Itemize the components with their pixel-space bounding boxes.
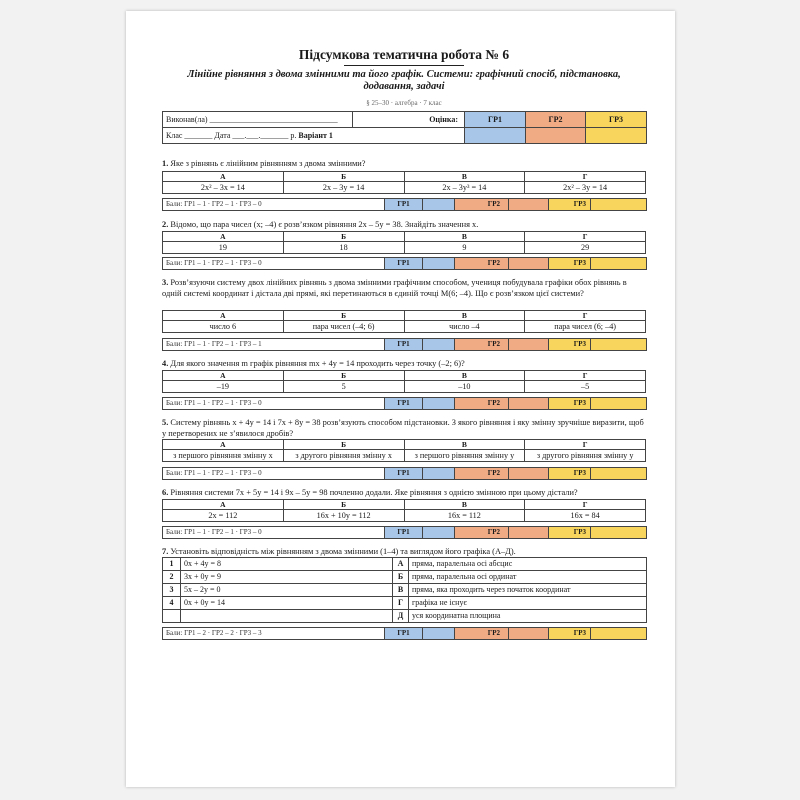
question-number: 5. [162,418,169,427]
score-group-3[interactable]: ГР3 [549,628,591,640]
score-text: Бали: ГР1 – 1 · ГР2 – 1 · ГР3 – 0 [163,468,385,480]
question-prompt: Відомо, що пара чисел (x; –4) є розв’язком рівняння 2x – 5y = 38. Знайдіть значення x. [170,220,479,229]
match-right-description[interactable]: пряма, паралельна осі ординат [409,571,647,584]
option-letter: Б [283,500,404,510]
score-group-2[interactable]: ГР2 [455,258,509,270]
header-group-2-cell[interactable] [526,128,586,144]
option-answer[interactable]: –5 [525,381,646,393]
score-group-1[interactable]: ГР1 [385,258,423,270]
header-group-2: ГР2 [526,112,586,128]
option-answer[interactable]: –19 [163,381,284,393]
score-group-3-cell[interactable] [591,339,647,351]
option-letter: Б [283,440,404,450]
option-letter: Г [525,232,646,242]
option-letter: Г [525,440,646,450]
options-table-1 [162,171,646,194]
option-answer[interactable]: число –4 [404,321,525,333]
option-answer[interactable]: 2x² – 3x = 14 [163,182,284,194]
score-table-4 [162,397,647,410]
question-7-text [162,546,646,557]
question-prompt: Яке з рівнянь є лінійним рівнянням з двома змінними? [170,159,366,168]
option-letter: В [404,232,525,242]
score-text: Бали: ГР1 – 1 · ГР2 – 1 · ГР3 – 1 [163,339,385,351]
match-right-letter: А [393,558,409,571]
score-group-1-cell[interactable] [423,398,455,410]
option-answer[interactable]: пара чисел (6; –4) [525,321,646,333]
question-2-text [162,219,646,230]
score-group-2-cell[interactable] [509,258,549,270]
match-left-number: 3 [163,584,181,597]
option-answer[interactable]: 2x – 3y = 14 [283,182,404,194]
option-answer[interactable]: 16x + 10y = 112 [283,510,404,522]
options-table-3 [162,310,646,333]
score-group-1-cell[interactable] [423,628,455,640]
match-left-equation[interactable] [181,610,393,623]
score-group-1[interactable]: ГР1 [385,628,423,640]
question-6-text [162,487,646,498]
score-group-2-cell[interactable] [509,527,549,539]
worksheet-page [126,11,675,787]
score-group-3-cell[interactable] [591,527,647,539]
class-date-row[interactable] [163,128,465,144]
option-answer[interactable]: пара чисел (–4; 6) [283,321,404,333]
match-left-equation[interactable]: 0x + 4y = 8 [181,558,393,571]
score-group-3-cell[interactable] [591,468,647,480]
score-group-1[interactable]: ГР1 [385,468,423,480]
score-group-3[interactable]: ГР3 [549,527,591,539]
score-group-3[interactable]: ГР3 [549,398,591,410]
option-answer[interactable]: 29 [525,242,646,254]
score-group-2-cell[interactable] [509,628,549,640]
score-group-3-cell[interactable] [591,628,647,640]
option-answer[interactable]: з другого рівняння змінну x [283,450,404,462]
option-answer[interactable]: 2x = 112 [163,510,284,522]
match-right-letter: Б [393,571,409,584]
match-left-number: 4 [163,597,181,610]
option-letter: А [163,311,284,321]
match-left-equation[interactable]: 0x + 0y = 14 [181,597,393,610]
score-text: Бали: ГР1 – 1 · ГР2 – 1 · ГР3 – 0 [163,258,385,270]
match-left-equation[interactable]: 3x + 0y = 9 [181,571,393,584]
question-number: 2. [162,220,169,229]
score-group-3[interactable]: ГР3 [549,199,591,211]
option-answer[interactable]: 16x = 112 [404,510,525,522]
match-right-description[interactable]: пряма, паралельна осі абсцис [409,558,647,571]
match-right-description[interactable]: пряма, яка проходить через початок координат [409,584,647,597]
option-answer[interactable]: 5 [283,381,404,393]
score-group-2[interactable]: ГР2 [455,339,509,351]
question-4-text [162,358,646,369]
option-letter: В [404,311,525,321]
option-letter: В [404,371,525,381]
score-group-2[interactable]: ГР2 [455,468,509,480]
score-group-1-cell[interactable] [423,527,455,539]
title-underline [344,65,464,66]
option-letter: А [163,440,284,450]
option-letter: Б [283,311,404,321]
question-number: 4. [162,359,169,368]
option-answer[interactable]: число 6 [163,321,284,333]
matching-table [162,557,647,623]
match-right-letter: Г [393,597,409,610]
score-table-7 [162,627,647,640]
score-text: Бали: ГР1 – 1 · ГР2 – 1 · ГР3 – 0 [163,199,385,211]
score-group-1-cell[interactable] [423,468,455,480]
match-left-equation[interactable]: 5x – 2y = 0 [181,584,393,597]
match-right-letter: Д [393,610,409,623]
score-table-6 [162,526,647,539]
question-prompt: Для якого значення m графік рівняння mx + 4y = 14 проходить через точку (–2; 6)? [170,359,465,368]
header-group-1-cell[interactable] [465,128,526,144]
option-answer[interactable]: з другого рівняння змінну y [525,450,646,462]
header-group-3-cell[interactable] [586,128,647,144]
score-group-2[interactable]: ГР2 [455,398,509,410]
options-table-6 [162,499,646,522]
option-letter: Г [525,371,646,381]
option-letter: В [404,172,525,182]
option-answer[interactable]: 2x – 3y³ = 14 [404,182,525,194]
score-group-2[interactable]: ГР2 [455,199,509,211]
option-letter: Г [525,172,646,182]
score-text: Бали: ГР1 – 2 · ГР2 – 2 · ГР3 – 3 [163,628,385,640]
class-date-field[interactable]: Клас _______ Дата ___.___._______ р. [166,131,297,140]
options-table-5 [162,439,646,462]
score-group-3-cell[interactable] [591,199,647,211]
question-number: 3. [162,278,169,287]
match-left-number: 2 [163,571,181,584]
match-left-number: 1 [163,558,181,571]
match-right-description[interactable]: графіка не існує [409,597,647,610]
score-group-1-cell[interactable] [423,339,455,351]
variant-label: Варіант 1 [298,131,333,140]
option-answer[interactable]: з першого рівняння змінну y [404,450,525,462]
score-group-2-cell[interactable] [509,199,549,211]
option-letter: В [404,500,525,510]
question-number: 7. [162,547,169,556]
question-5-text [162,417,646,439]
score-text: Бали: ГР1 – 1 · ГР2 – 1 · ГР3 – 0 [163,398,385,410]
option-letter: Г [525,500,646,510]
page-title: Підсумкова тематична робота № 6 [298,47,510,62]
question-number: 6. [162,488,169,497]
match-right-letter: В [393,584,409,597]
option-letter: Б [283,371,404,381]
score-group-1[interactable]: ГР1 [385,527,423,539]
option-letter: В [404,440,525,450]
score-table-2 [162,257,647,270]
match-right-description[interactable]: уся координатна площина [409,610,647,623]
option-letter: Б [283,232,404,242]
score-group-3[interactable]: ГР3 [549,258,591,270]
score-group-3[interactable]: ГР3 [549,339,591,351]
option-letter: А [163,371,284,381]
score-text: Бали: ГР1 – 1 · ГР2 – 1 · ГР3 – 0 [163,527,385,539]
score-group-2[interactable]: ГР2 [455,527,509,539]
score-table-3 [162,338,647,351]
header-group-3: ГР3 [586,112,647,128]
options-table-4 [162,370,646,393]
option-answer[interactable]: 19 [163,242,284,254]
score-group-1-cell[interactable] [423,258,455,270]
question-prompt: Розв’язуючи систему двох лінійних рівнянь з двома змінними графічним способом, учениця побудувала графіки обох рівнянь в одній системі координат і дістала дві прямі, які перетинаються в єдиній точці M(6; –4). Що є розв’язком цієї системи? [162,278,627,298]
question-1-text [162,158,646,169]
question-prompt: Систему рівнянь x + 4y = 14 і 7x + 8y = 38 розв’язують способом підстановки. З якого рівняння і яку змінну зручніше виразити, щоб у перетворених не з’явилося дробів? [162,418,644,438]
score-group-1-cell[interactable] [423,199,455,211]
match-left-number [163,610,181,623]
score-table-1 [162,198,647,211]
option-letter: Б [283,172,404,182]
option-answer[interactable]: 2x² – 3y = 14 [525,182,646,194]
option-answer[interactable]: 18 [283,242,404,254]
option-answer[interactable]: з першого рівняння змінну x [163,450,284,462]
score-group-3-cell[interactable] [591,398,647,410]
question-number: 1. [162,159,169,168]
option-answer[interactable]: –10 [404,381,525,393]
page-meta: § 25–30 · алгебра · 7 клас [366,99,442,107]
score-group-3-cell[interactable] [591,258,647,270]
option-letter: А [163,500,284,510]
score-group-1[interactable]: ГР1 [385,199,423,211]
option-letter: Г [525,311,646,321]
score-group-1[interactable]: ГР1 [385,339,423,351]
score-group-1[interactable]: ГР1 [385,398,423,410]
option-answer[interactable]: 16x = 84 [525,510,646,522]
question-prompt: Рівняння системи 7x + 5y = 14 і 9x – 5y = 98 почленно додали. Яке рівняння з однією змінною при цьому дістали? [170,488,578,497]
options-table-2 [162,231,646,254]
option-answer[interactable]: 9 [404,242,525,254]
score-group-2[interactable]: ГР2 [455,628,509,640]
page-subtitle: Лінійне рівняння з двома змінними та його графік. Системи: графічний спосіб, підстановка, додавання, задачі [187,69,621,92]
option-letter: А [163,232,284,242]
question-prompt: Установіть відповідність між рівнянням з двома змінними (1–4) та виглядом його графіка (А–Д). [170,547,516,556]
score-group-2-cell[interactable] [509,468,549,480]
score-group-3[interactable]: ГР3 [549,468,591,480]
score-table-5 [162,467,647,480]
question-3-text [162,277,646,299]
score-group-2-cell[interactable] [509,339,549,351]
grade-label: Оцінка: [353,112,465,128]
header-group-1: ГР1 [465,112,526,128]
option-letter: А [163,172,284,182]
score-group-2-cell[interactable] [509,398,549,410]
executed-by-field[interactable]: Виконав(ла) ________________________________ [163,112,353,128]
header-table [162,111,647,144]
